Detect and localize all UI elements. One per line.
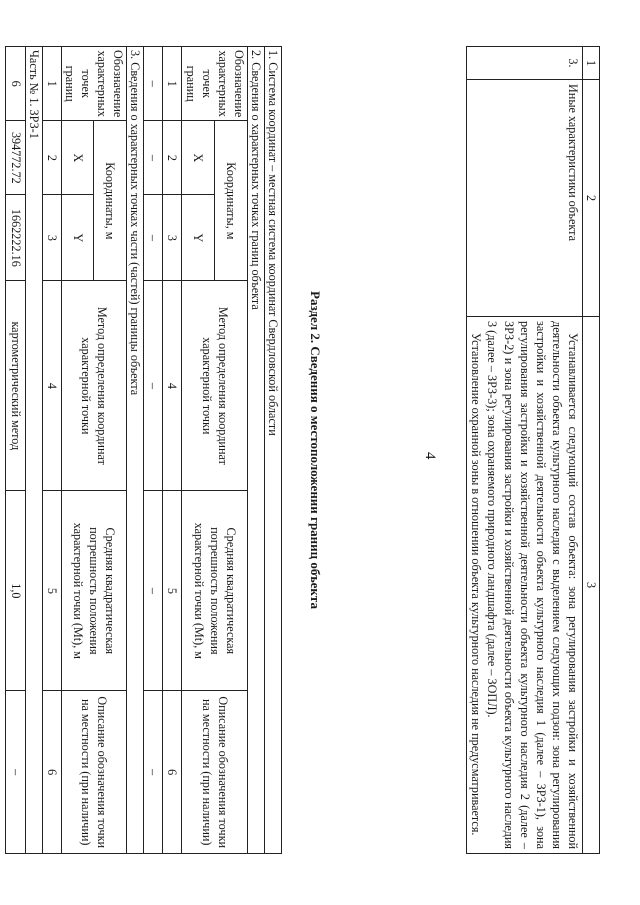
header-x: X: [182, 121, 215, 195]
header-designation: Обозначение характерных точек границ: [61, 47, 126, 121]
point-id: 6: [6, 47, 25, 121]
column-number: 3: [42, 195, 61, 281]
header-description: Описание обозначения точки на местности (при наличии): [182, 691, 247, 854]
coord-system: 1. Система координат – местная система координат Свердловской области: [264, 47, 281, 854]
column-number: 6: [42, 691, 61, 854]
column-number: 6: [163, 691, 182, 854]
row-description: [467, 317, 583, 854]
column-number: 2: [163, 121, 182, 195]
header-description: Описание обозначения точки на местности (при наличии): [61, 691, 126, 854]
boundaries-table: [6, 46, 283, 854]
header-coords: Координаты, м: [94, 121, 127, 281]
characteristics-table: [466, 46, 600, 854]
coord-x: 394772.72: [6, 121, 25, 195]
empty-cell: –: [144, 281, 163, 491]
header-y: Y: [182, 195, 215, 281]
method: картометрический метод: [6, 281, 25, 491]
empty-cell: –: [144, 195, 163, 281]
empty-cell: –: [144, 691, 163, 854]
column-number: 2: [42, 121, 61, 195]
header-error: Средняя квадратическая погрешность положения характерной точки (Mt), м: [182, 491, 247, 691]
error: 1,0: [6, 491, 25, 691]
part-label: Часть № 1. ЗРЗ-1: [25, 47, 42, 854]
header-designation: Обозначение характерных точек границ: [182, 47, 247, 121]
coord-y: 1662222.16: [6, 195, 25, 281]
header-error: Средняя квадратическая погрешность положения характерной точки (Mt), м: [61, 491, 126, 691]
header-cell: 2: [582, 80, 599, 317]
empty-cell: –: [144, 121, 163, 195]
header-coords: Координаты, м: [215, 121, 248, 281]
rotated-sheet: [8, 46, 600, 856]
column-number: 4: [42, 281, 61, 491]
subsection-2: 2. Сведения о характерных точках границ объекта: [247, 47, 264, 854]
description-paragraph: Установление охранной зоны в отношении объекта культурного наследия не предусматривается.: [469, 333, 484, 836]
description-paragraph: Устанавливается следующий состав объекта: зона регулирования застройки и хозяйственной деятельности объекта культурного наследия с выделением следующих подзон: зона регулирования застройки и хозяйственной деятельности объекта культурного наследия 1 (далее – ЗРЗ-1), зона регулирования застройки и хозяйственной деятельности объекта культурного наследия 2 (далее – ЗРЗ-2) и зона регулирования застройки и хозяйственной деятельности объекта культурного наследия 3 (далее – ЗРЗ-3); зона охраняемого природного ландшафта (далее – ЗОПЛ).: [485, 321, 580, 849]
column-number: 1: [42, 47, 61, 121]
point-description: –: [6, 691, 25, 854]
column-number: 5: [163, 491, 182, 691]
subsection-3: 3. Сведения о характерных точках части (частей) границы объекта: [127, 47, 144, 854]
row-name: Иные характеристики объекта: [467, 80, 583, 317]
empty-cell: –: [144, 47, 163, 121]
table-row: [6, 47, 25, 854]
row-number: 3.: [467, 47, 583, 80]
page-number: 4: [422, 452, 438, 460]
column-number: 3: [163, 195, 182, 281]
header-cell: 3: [582, 317, 599, 854]
table-row: [467, 47, 583, 854]
header-cell: 1: [582, 47, 599, 80]
column-number: 5: [42, 491, 61, 691]
section-title: Раздел 2. Сведения о местоположении границ объекта: [308, 291, 323, 609]
column-number: 4: [163, 281, 182, 491]
header-method: Метод определения координат характерной точки: [61, 281, 126, 491]
header-method: Метод определения координат характерной точки: [182, 281, 247, 491]
header-y: Y: [61, 195, 94, 281]
column-number: 1: [163, 47, 182, 121]
empty-cell: –: [144, 491, 163, 691]
header-x: X: [61, 121, 94, 195]
table-header-row: [582, 47, 599, 854]
